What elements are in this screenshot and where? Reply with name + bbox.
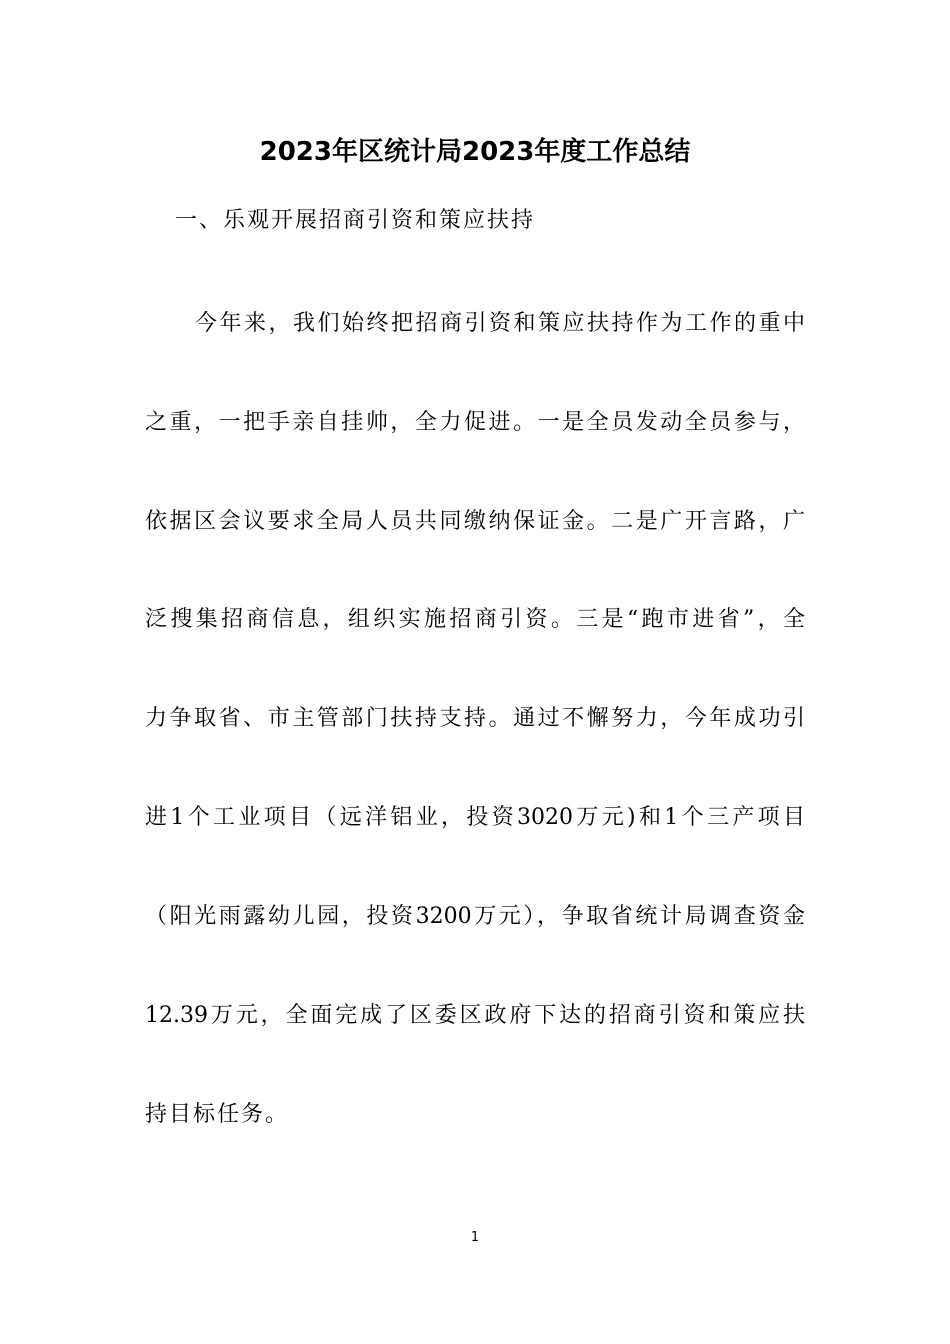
paragraph-line: 之重，一把手亲自挂帅，全力促进。一是全员发动全员参与，	[145, 410, 805, 435]
paragraph-line: 今年来，我们始终把招商引资和策应扶持作为工作的重中	[195, 311, 805, 336]
paragraph-line: 泛搜集招商信息，组织实施招商引资。三是“跑市进省”，全	[145, 607, 805, 632]
paragraph-line: 进1个工业项目（远洋铝业，投资3020万元)和1个三产项目	[145, 805, 805, 830]
paragraph-line: 持目标任务。	[145, 1102, 290, 1127]
page-number: 1	[470, 1230, 480, 1245]
section-heading: 一、乐观开展招商引资和策应扶持	[175, 208, 536, 233]
paragraph-line: 力争取省、市主管部门扶持支持。通过不懈努力，今年成功引	[145, 706, 805, 731]
paragraph-line: 依据区会议要求全局人员共同缴纳保证金。二是广开言路，广	[145, 509, 805, 534]
paragraph-line: 12.39万元，全面完成了区委区政府下达的招商引资和策应扶	[145, 1003, 805, 1028]
paragraph-line: （阳光雨露幼儿园，投资3200万元），争取省统计局调查资金	[145, 904, 805, 929]
document-title: 2023年区统计局2023年度工作总结	[259, 137, 691, 167]
